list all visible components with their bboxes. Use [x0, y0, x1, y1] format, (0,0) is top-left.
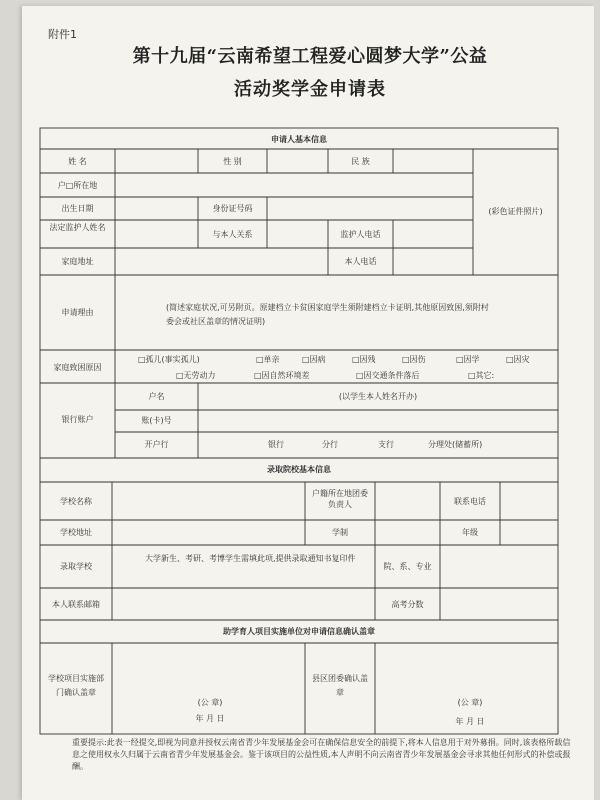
confirm-section-title: 助学育人项目实施单位对申请信息确认盖章: [223, 627, 375, 636]
county-league-seal-label: 县区团委确认盖章: [312, 674, 368, 697]
hardship-option-orphan[interactable]: □孤儿(事实孤儿): [138, 355, 200, 364]
hardship-option-injury[interactable]: □因伤: [402, 355, 426, 364]
page-subtitle: 活动奖学金申请表: [234, 79, 386, 100]
hardship-option-study[interactable]: □因学: [456, 355, 480, 364]
email-label: 本人联系邮箱: [52, 600, 100, 609]
hardship-option-single-parent[interactable]: □单亲: [256, 355, 280, 364]
school-name-label: 学校名称: [60, 497, 92, 506]
important-note: 重要提示:此表一经提交,即视为同意并授权云南省青少年发展基金会可在确保信息安全的前提下,将本人信息用于对外募捐。同时,该表格所载信息之使用权永久归属于云南省青少年发展基金会。鉴于该项目的公益性质,本人声明不向云南省青少年发展基金会寻求其他任何形式的补偿或报酬。: [72, 738, 571, 771]
gender-label: 性 别: [223, 157, 242, 166]
account-number-label: 账(卡)号: [141, 416, 172, 425]
id-number-label: 身份证号码: [212, 204, 253, 213]
county-seal-text: (公 章): [457, 698, 483, 707]
reason-label: 申请理由: [61, 308, 94, 317]
ethnicity-label: 民 族: [351, 157, 370, 166]
account-name-hint: (以学生本人姓名开办): [338, 392, 418, 401]
name-label: 姓 名: [68, 157, 87, 166]
hardship-option-illness[interactable]: □因病: [302, 355, 326, 364]
admit-school-label: 录取学校: [60, 562, 92, 571]
relation-label: 与本人关系: [212, 230, 253, 239]
account-name-label: 户名: [148, 392, 165, 401]
grade-label: 年级: [462, 528, 478, 537]
bank-part-office: 分理处(储蓄所): [428, 440, 483, 449]
exam-score-label: 高考分数: [391, 600, 424, 609]
home-address-label: 家庭地址: [61, 257, 94, 266]
bank-part-subbranch: 支行: [378, 440, 394, 449]
school-seal-date: 年 月 日: [195, 714, 225, 723]
hardship-option-environment[interactable]: □因自然环境差: [254, 371, 310, 380]
admission-section-title: 录取院校基本信息: [267, 465, 331, 474]
bank-part-bank: 银行: [268, 440, 284, 449]
hardship-option-disability[interactable]: □因残: [352, 355, 376, 364]
system-label: 学制: [332, 528, 348, 537]
hardship-option-other[interactable]: □其它:: [468, 371, 495, 380]
hardship-label: 家庭致困原因: [53, 363, 102, 372]
birth-date-label: 出生日期: [61, 204, 94, 213]
department-label: 院、系、专业: [383, 562, 432, 571]
own-phone-label: 本人电话: [344, 257, 377, 266]
hardship-option-disaster[interactable]: □因灾: [506, 355, 530, 364]
school-seal-text: (公 章): [197, 698, 223, 707]
bank-label: 开户行: [144, 440, 169, 449]
photo-placeholder: (彩色证件照片): [488, 207, 543, 216]
school-address-label: 学校地址: [60, 528, 92, 537]
guardian-phone-label: 监护人电话: [340, 230, 381, 239]
contact-phone-label: 联系电话: [454, 497, 486, 506]
page-title: 第十九届“云南希望工程爱心圆梦大学”公益: [132, 46, 488, 67]
hardship-option-no-labor[interactable]: □无劳动力: [176, 371, 216, 380]
hukou-label: 户□所在地: [57, 181, 98, 190]
hukou-league-label: 户籍所在地团委负责人: [312, 489, 368, 509]
reason-hint: (简述家庭状况,可另附页。原建档立卡贫困家庭学生须附建档立卡证明,其他原因致困,须附村委会或社区盖章的情况证明): [166, 303, 489, 326]
admit-school-hint: 大学新生、考研、考博学生需填此项,提供录取通知书复印件: [145, 554, 356, 563]
county-seal-date: 年 月 日: [455, 717, 485, 726]
school-dept-seal-label: 学校项目实施部门确认盖章: [48, 674, 104, 697]
applicant-section-title: 申请人基本信息: [271, 135, 327, 144]
hardship-option-transport[interactable]: □因交通条件落后: [356, 371, 420, 380]
bank-account-label: 银行账户: [61, 415, 94, 424]
guardian-name-label: 法定监护人姓名: [49, 223, 106, 232]
attachment-label: 附件1: [48, 28, 77, 41]
bank-part-branch: 分行: [322, 440, 338, 449]
